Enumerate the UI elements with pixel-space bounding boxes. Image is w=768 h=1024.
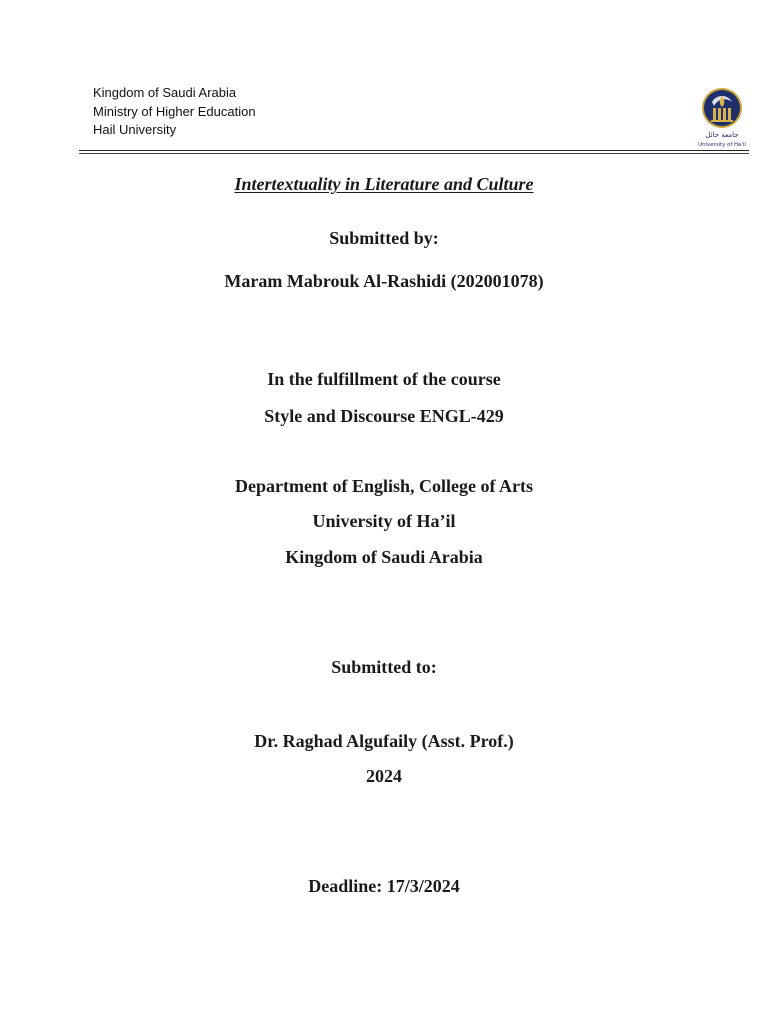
document-title: Intertextuality in Literature and Culture xyxy=(234,174,534,194)
submitted-by-label: Submitted by: xyxy=(329,228,439,248)
header-country: Kingdom of Saudi Arabia xyxy=(93,85,237,100)
university-name: University of Ha’il xyxy=(312,511,456,531)
submission-year: 2024 xyxy=(366,766,402,786)
logo-arabic-text: جامعة حائل xyxy=(705,131,739,139)
author-name: Maram Mabrouk Al-Rashidi (202001078) xyxy=(224,271,544,291)
fulfillment-line: In the fulfillment of the course xyxy=(267,369,501,389)
deadline: Deadline: 17/3/2024 xyxy=(308,876,460,896)
header-divider xyxy=(79,150,749,151)
header-ministry: Ministry of Higher Education xyxy=(93,103,256,119)
department-name: Department of English, College of Arts xyxy=(235,476,533,496)
header-divider-thin xyxy=(79,153,749,154)
institution-header xyxy=(93,84,256,140)
header-university: Hail University xyxy=(93,122,177,137)
university-of-hail-logo-icon xyxy=(694,86,750,150)
country-name: Kingdom of Saudi Arabia xyxy=(285,547,483,567)
instructor-name: Dr. Raghad Algufaily (Asst. Prof.) xyxy=(254,731,514,751)
logo-english-text: University of Ha'il xyxy=(698,142,746,148)
submitted-to-label: Submitted to: xyxy=(331,657,437,677)
course-name: Style and Discourse ENGL-429 xyxy=(264,406,504,426)
